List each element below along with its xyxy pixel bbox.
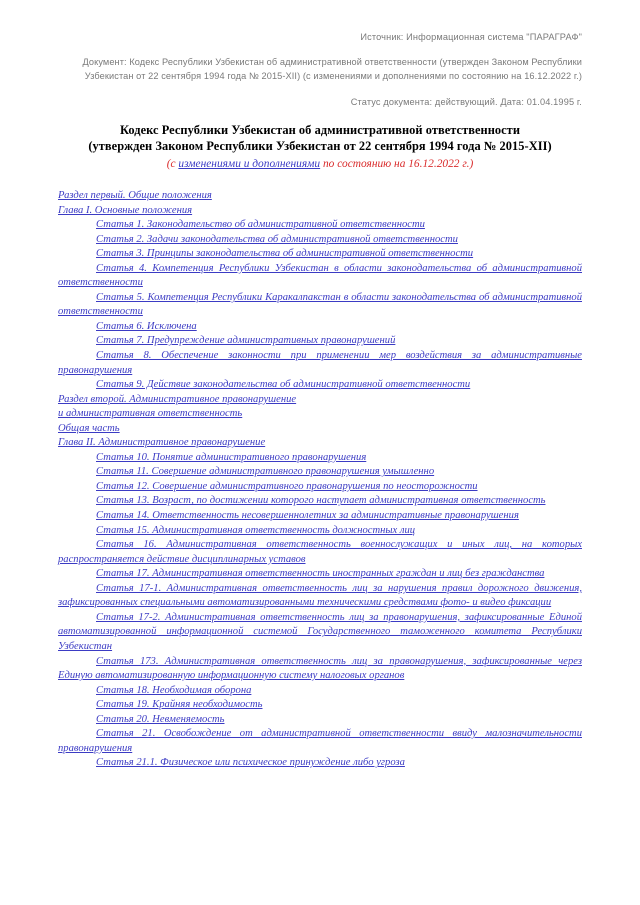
page-title	[58, 123, 582, 154]
toc-link[interactable]: и административная ответственность	[58, 408, 243, 420]
toc-link[interactable]: Статья 13. Возраст, по достижении которого наступает административная ответственность	[96, 495, 546, 507]
toc-link[interactable]: Статья 7. Предупреждение административных правонарушений	[96, 335, 396, 347]
toc-link[interactable]: Статья 4. Компетенция Республики Узбекистан в области законодательства об административной ответственности	[58, 262, 582, 289]
toc-link[interactable]: Статья 15. Административная ответственность должностных лиц	[96, 524, 416, 536]
document-line: Документ: Кодекс Республики Узбекистан об административной ответственности (утвержден Законом Республики Узбекистан от 22 сентября 1994 года № 2015-XII) (с изменениями и дополнениями по состоянию на 16.12.2022 г.)	[82, 56, 582, 81]
toc-link[interactable]: Общая часть	[58, 422, 120, 434]
status-line: Статус документа: действующий. Дата: 01.04.1995 г.	[350, 96, 582, 107]
toc-link[interactable]: Статья 17. Административная ответственность иностранных граждан и лиц без гражданства	[96, 568, 545, 580]
toc-link[interactable]: Глава II. Административное правонарушение	[58, 437, 266, 449]
toc-link[interactable]: Статья 2. Задачи законодательства об административной ответственности	[96, 233, 458, 245]
toc-link[interactable]: Раздел второй. Административное правонарушение	[58, 393, 297, 405]
source-line: Источник: Информационная система "ПАРАГРАФ"	[360, 32, 582, 42]
toc-link[interactable]: Статья 11. Совершение административного правонарушения умышленно	[96, 466, 435, 478]
amendments-suffix: по состоянию на 16.12.2022 г.)	[320, 158, 474, 170]
toc-link[interactable]: Раздел первый. Общие положения	[58, 190, 212, 201]
toc-link[interactable]: Статья 1. Законодательство об административной ответственности	[96, 219, 425, 231]
toc-link[interactable]: Статья 6. Исключена	[96, 320, 197, 332]
toc-link[interactable]: Статья 19. Крайняя необходимость	[96, 699, 263, 711]
toc-link[interactable]: Статья 17-2. Административная ответственность лиц за правонарушения, зафиксированные Единой автоматизированной информационной системой Государственного таможенного комитета Республики Узбекистан	[58, 611, 582, 652]
toc-link[interactable]: Статья 9. Действие законодательства об административной ответственности	[96, 379, 471, 391]
toc-link[interactable]: Статья 17-1. Административная ответственность лиц за нарушения правил дорожного движения, зафиксированных специальными автоматизированными техническими средствами фото- и видео фиксации	[58, 582, 582, 609]
toc-link[interactable]: Статья 21.1. Физическое или психическое принуждение либо угроза	[96, 757, 405, 769]
toc-link[interactable]: Статья 3. Принципы законодательства об административной ответственности	[96, 248, 474, 260]
page-title-line-2: (утвержден Законом Республики Узбекистан от 22 сентября 1994 года № 2015-XII)	[88, 138, 552, 153]
title-block	[58, 123, 582, 172]
toc-link[interactable]: Статья 16. Административная ответственность военнослужащих и иных лиц, на которых распространяется действие дисциплинарных уставов	[58, 539, 582, 565]
toc-link[interactable]: Глава I. Основные положения	[58, 204, 193, 216]
toc-link[interactable]: Статья 5. Компетенция Республики Каракалпакстан в области законодательства об административной ответственности	[58, 291, 582, 318]
page-title-line-1: Кодекс Республики Узбекистан об административной ответственности	[119, 123, 521, 137]
amendments-prefix: (с	[166, 158, 179, 170]
amendments-link[interactable]: изменениями и дополнениями	[178, 158, 321, 170]
amendments-subtitle	[58, 157, 582, 172]
toc-link[interactable]: Статья 12. Совершение административного правонарушения по неосторожности	[96, 480, 478, 492]
table-of-contents	[58, 189, 582, 771]
toc-link[interactable]: Статья 173. Административная ответственность лиц за правонарушения, зафиксированные через Единую автоматизированную информационную систему налоговых органов	[58, 655, 582, 682]
document-meta-header	[58, 30, 582, 109]
toc-link[interactable]: Статья 20. Невменяемость	[96, 713, 225, 725]
toc-link[interactable]: Статья 10. Понятие административного правонарушения	[96, 451, 367, 463]
toc-link[interactable]: Статья 21. Освобождение от административной ответственности ввиду малозначительности правонарушения	[58, 728, 582, 754]
toc-link[interactable]: Статья 8. Обеспечение законности при применении мер воздействия за административные правонарушения	[58, 350, 582, 376]
toc-link[interactable]: Статья 18. Необходимая оборона	[96, 684, 252, 696]
toc-link[interactable]: Статья 14. Ответственность несовершеннолетних за административные правонарушения	[96, 510, 519, 522]
